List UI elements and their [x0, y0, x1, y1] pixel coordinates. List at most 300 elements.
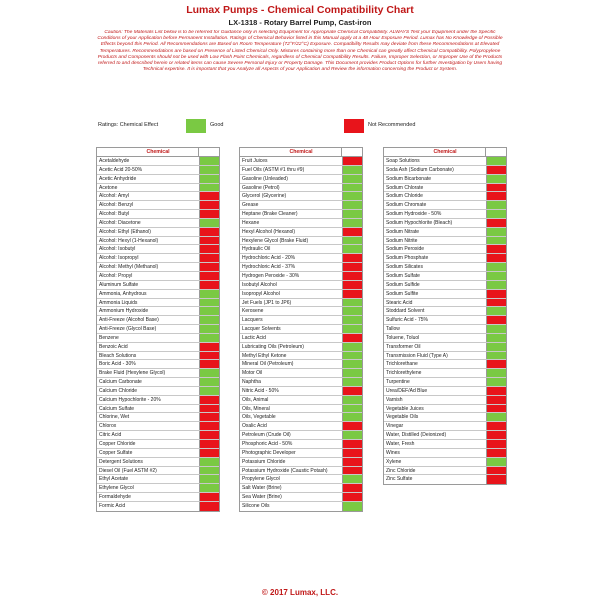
table-row	[240, 263, 362, 272]
chemical-name: Varnish	[386, 396, 403, 403]
rating-cell-bad	[199, 413, 219, 421]
table-row	[384, 245, 506, 254]
ratings-legend	[98, 119, 518, 133]
table-row	[384, 219, 506, 228]
rating-cell-good	[486, 378, 506, 386]
table-row	[384, 449, 506, 458]
rating-cell-good	[199, 175, 219, 183]
chemical-name: Zinc Sulfate	[386, 476, 413, 483]
rating-cell-good	[199, 458, 219, 466]
table-row	[240, 166, 362, 175]
rating-cell-good	[199, 369, 219, 377]
rating-cell-bad	[486, 192, 506, 200]
chemical-name: Trichlorethylene	[386, 370, 422, 377]
table-row	[240, 352, 362, 361]
table-row	[384, 316, 506, 325]
table-row	[384, 237, 506, 246]
chemical-name: Lacquers	[242, 317, 263, 324]
chemical-name: Wines	[386, 449, 400, 456]
table-row	[97, 475, 219, 484]
chemical-name: Transformer Oil	[386, 343, 421, 350]
table-row	[384, 431, 506, 440]
chemical-name: Gasoline (Unleaded)	[242, 175, 288, 182]
rating-cell-bad	[342, 458, 362, 466]
table-row	[97, 352, 219, 361]
table-row	[240, 378, 362, 387]
rating-cell-good	[486, 343, 506, 351]
chemical-name: Stoddard Solvent	[386, 308, 425, 315]
chemical-name: Grease	[242, 202, 259, 209]
rating-cell-bad	[486, 431, 506, 439]
table-row	[97, 290, 219, 299]
rating-cell-good	[199, 290, 219, 298]
chemical-name: Sodium Chloride	[386, 193, 423, 200]
legend-bad-swatch	[344, 119, 364, 133]
chemical-name: Chlorox	[99, 423, 117, 430]
table-row	[384, 192, 506, 201]
table-row	[240, 449, 362, 458]
table-row	[240, 440, 362, 449]
chemical-name: Potassium Hydroxide (Caustic Potash)	[242, 467, 328, 474]
rating-cell-good	[486, 334, 506, 342]
table-row	[384, 475, 506, 484]
table-row	[240, 405, 362, 414]
chemical-name: Xylene	[386, 458, 402, 465]
rating-cell-good	[486, 157, 506, 165]
rating-cell-bad	[486, 290, 506, 298]
rating-cell-bad	[486, 387, 506, 395]
rating-cell-good	[342, 299, 362, 307]
table-row	[240, 502, 362, 511]
column-rows	[384, 157, 506, 484]
rating-cell-good	[342, 431, 362, 439]
chemical-name: Anti-Freeze (Glycol Base)	[99, 326, 157, 333]
table-row	[97, 431, 219, 440]
chemical-name: Nitric Acid - 50%	[242, 387, 279, 394]
chemical-name: Acetic Acid 20-50%	[99, 166, 143, 173]
rating-cell-good	[342, 360, 362, 368]
table-row	[384, 281, 506, 290]
table-row	[97, 369, 219, 378]
rating-cell-good	[486, 228, 506, 236]
chemical-name: Glycerol (Glycerine)	[242, 193, 287, 200]
column-header: Chemical	[240, 148, 362, 157]
chemical-name: Copper Sulfate	[99, 449, 133, 456]
column-header: Chemical	[384, 148, 506, 157]
rating-cell-bad	[342, 387, 362, 395]
table-row	[97, 360, 219, 369]
chemical-name: Petroleum (Crude Oil)	[242, 432, 291, 439]
chemical-name: Hydrochloric Acid - 37%	[242, 264, 296, 271]
chemical-name: Anti-Freeze (Alcohol Base)	[99, 317, 159, 324]
table-row	[97, 316, 219, 325]
chemical-name: Sodium Nitrate	[386, 228, 420, 235]
table-row	[97, 263, 219, 272]
table-row	[97, 449, 219, 458]
chemical-column-3	[383, 147, 507, 485]
table-row	[240, 201, 362, 210]
table-row	[97, 157, 219, 166]
table-row	[384, 254, 506, 263]
table-row	[97, 458, 219, 467]
table-row	[97, 422, 219, 431]
table-row	[240, 422, 362, 431]
chemical-name: Oils, Animal	[242, 396, 269, 403]
chemical-name: Soap Solutions	[386, 158, 420, 164]
rating-cell-bad	[199, 360, 219, 368]
rating-cell-bad	[199, 343, 219, 351]
chemical-name: Soda Ash (Sodium Carbonate)	[386, 166, 454, 173]
chemical-name: Potassium Chloride	[242, 458, 286, 465]
rating-cell-bad	[199, 405, 219, 413]
table-row	[384, 184, 506, 193]
chemical-name: Alcohol: Ethyl (Ethanol)	[99, 228, 151, 235]
rating-cell-bad	[342, 263, 362, 271]
rating-cell-bad	[486, 440, 506, 448]
chemical-name: Sodium Chlorate	[386, 184, 424, 191]
table-row	[240, 307, 362, 316]
chemical-name: Fruit Juices	[242, 158, 268, 164]
page-title: Lumax Pumps - Chemical Compatibility Chart	[186, 4, 414, 16]
rating-cell-good	[199, 219, 219, 227]
table-row	[97, 281, 219, 290]
chemical-name: Chlorine, Wet	[99, 414, 130, 421]
chemical-name: Heptane (Brake Cleaner)	[242, 211, 298, 218]
table-row	[97, 228, 219, 237]
rating-cell-bad	[199, 440, 219, 448]
table-row	[384, 440, 506, 449]
rating-cell-bad	[199, 228, 219, 236]
chemical-name: Sodium Peroxide	[386, 246, 425, 253]
table-row	[384, 352, 506, 361]
chemical-name: Alcohol: Butyl	[99, 211, 130, 218]
chemical-name: Alcohol: Propyl	[99, 272, 133, 279]
legend-label: Ratings: Chemical Effect	[98, 122, 159, 128]
table-row	[384, 157, 506, 166]
chemical-name: Gasoline (Petrol)	[242, 184, 280, 191]
table-row	[384, 422, 506, 431]
chemical-name: Boric Acid - 30%	[99, 361, 136, 368]
chemical-name: Propylene Glycol	[242, 476, 280, 483]
chemical-name: Sodium Bicarbonate	[386, 175, 432, 182]
chemical-name: Vegetable Juices	[386, 405, 424, 412]
rating-cell-good	[199, 387, 219, 395]
table-row	[240, 219, 362, 228]
caution-text: Caution: The Materials List below is to be referred for Guidance only in selecting Equipment for Appropriate Chemical Compatibility. ALWAYS Test your Equipment under the Specific Conditions of your Application before Permanent Installation. Ratings of Chemical Behavior listed in this Manual apply at a 48 Hour Exposure Period. Lumax has No Knowledge of Possible Effects beyond this Period. All Recommendations are Based on Room Temperature (72°F/22°C) Exposure. Compatibility Results may deviate from these Recommendations at Elevated Temperatures. Recommendations are based on Presence of Listed Chemical Only. Mixtures containing more than one Chemical can greatly affect Chemical Compatibility. Polypropylene Products and Components should not be used with Low Flash Point Chemicals, regardless of Chemical Compatibility Results. Failure, Improper Selection, or Improper Use of the Products referred to and described herein or related items can cause Severe Personal Injury or Property Damage. This Document provides Product Options for further Investigation by Users having Technical expertise. It is important that you Analyze all Aspects of your Application and Review the information concerning the Product or System.	[97, 30, 503, 73]
table-row	[97, 440, 219, 449]
rating-cell-good	[342, 475, 362, 483]
table-row	[384, 210, 506, 219]
chemical-name: Lacquer Solvents	[242, 326, 281, 333]
rating-cell-bad	[486, 245, 506, 253]
rating-cell-good	[199, 475, 219, 483]
legend-good-swatch	[186, 119, 206, 133]
chemical-name: Trichlorethane	[386, 361, 418, 368]
table-row	[384, 228, 506, 237]
rating-cell-bad	[342, 254, 362, 262]
table-row	[240, 387, 362, 396]
table-row	[240, 245, 362, 254]
chemical-name: Naphtha	[242, 379, 261, 386]
chemical-column-2	[239, 147, 363, 512]
table-row	[97, 210, 219, 219]
table-row	[384, 396, 506, 405]
table-row	[240, 484, 362, 493]
table-row	[384, 272, 506, 281]
chemical-name: Salt Water (Brine)	[242, 485, 282, 492]
table-row	[240, 413, 362, 422]
chemical-name: Water, Fresh	[386, 441, 415, 447]
chemical-name: Oils, Mineral	[242, 405, 270, 412]
chemical-name: Hexane	[242, 219, 260, 226]
rating-cell-bad	[342, 422, 362, 430]
table-row	[384, 307, 506, 316]
table-row	[97, 493, 219, 502]
table-row	[97, 201, 219, 210]
rating-cell-good	[342, 343, 362, 351]
table-row	[384, 175, 506, 184]
table-row	[240, 157, 362, 166]
rating-cell-bad	[199, 254, 219, 262]
chemical-name: Methyl Ethyl Ketone	[242, 352, 287, 359]
table-row	[384, 290, 506, 299]
rating-cell-bad	[486, 475, 506, 484]
rating-cell-good	[486, 352, 506, 360]
rating-cell-good	[199, 307, 219, 315]
page-subtitle: LX-1318 - Rotary Barrel Pump, Cast-iron	[228, 18, 372, 27]
table-row	[240, 325, 362, 334]
table-row	[240, 493, 362, 502]
rating-cell-bad	[199, 422, 219, 430]
rating-cell-good	[342, 369, 362, 377]
rating-cell-bad	[486, 449, 506, 457]
chemical-name: Hexyl Alcohol (Hexanol)	[242, 228, 296, 235]
rating-cell-good	[342, 210, 362, 218]
chemical-name: Lubricating Oils (Petroleum)	[242, 343, 304, 350]
table-row	[384, 360, 506, 369]
rating-cell-good	[342, 175, 362, 183]
chemical-name: Sodium Nitrite	[386, 237, 418, 244]
rating-cell-bad	[199, 493, 219, 501]
rating-cell-good	[342, 166, 362, 174]
rating-cell-bad	[199, 281, 219, 289]
table-row	[240, 272, 362, 281]
chemical-name: Transmission Fluid (Type A)	[386, 352, 448, 359]
chemical-name: Vinegar	[386, 423, 404, 430]
table-row	[384, 166, 506, 175]
table-row	[240, 254, 362, 263]
table-row	[97, 299, 219, 308]
rating-cell-bad	[199, 245, 219, 253]
chemical-name: Bleach Solutions	[99, 352, 137, 359]
chemical-name: Sodium Sulfide	[386, 281, 420, 288]
chemical-name: Hydraulic Oil	[242, 246, 271, 253]
chemical-name: Copper Chloride	[99, 441, 136, 447]
chemical-name: Alcohol: Isopropyl	[99, 255, 139, 262]
rating-cell-good	[199, 325, 219, 333]
rating-cell-bad	[199, 431, 219, 439]
chemical-name: Calcium Sulfate	[99, 405, 135, 412]
table-row	[384, 405, 506, 414]
table-row	[97, 325, 219, 334]
rating-cell-good	[486, 307, 506, 315]
chemical-name: Benzoic Acid	[99, 343, 128, 350]
table-row	[97, 175, 219, 184]
chemical-name: Ammonia Liquids	[99, 299, 138, 306]
rating-cell-bad	[342, 449, 362, 457]
rating-cell-bad	[199, 449, 219, 457]
rating-cell-good	[199, 467, 219, 475]
rating-cell-good	[342, 184, 362, 192]
chemical-name: Formic Acid	[99, 502, 126, 509]
chemical-name: Water, Distilled (Deionized)	[386, 432, 447, 439]
table-row	[384, 467, 506, 476]
rating-cell-good	[486, 237, 506, 245]
table-row	[97, 467, 219, 476]
chemical-name: Silicone Oils	[242, 502, 270, 509]
chemical-name: Calcium Carbonate	[99, 379, 142, 386]
rating-cell-good	[199, 157, 219, 165]
rating-cell-bad	[342, 272, 362, 280]
rating-cell-good	[342, 325, 362, 333]
rating-cell-bad	[486, 360, 506, 368]
rating-cell-good	[486, 281, 506, 289]
rating-cell-good	[199, 484, 219, 492]
chemical-name: Turpentine	[386, 379, 410, 386]
chemical-name: Sea Water (Brine)	[242, 494, 282, 501]
rating-cell-bad	[486, 166, 506, 174]
rating-cell-bad	[342, 493, 362, 501]
table-row	[97, 387, 219, 396]
chemical-name: Formaldehyde	[99, 494, 131, 501]
table-row	[384, 378, 506, 387]
chemical-name: Sulfuric Acid - 75%	[386, 317, 428, 324]
rating-cell-good	[486, 263, 506, 271]
table-row	[97, 396, 219, 405]
chemical-name: Acetone	[99, 184, 118, 191]
chemical-name: Calcium Hypochlorite - 20%	[99, 396, 161, 403]
rating-cell-good	[342, 378, 362, 386]
rating-cell-bad	[199, 210, 219, 218]
table-row	[240, 237, 362, 246]
table-row	[240, 184, 362, 193]
copyright-footer: © 2017 Lumax, LLC.	[261, 588, 339, 597]
rating-cell-bad	[486, 254, 506, 262]
chemical-name: Oxalic Acid	[242, 423, 267, 430]
chemical-name: Sodium Hypochlorite (Bleach)	[386, 219, 453, 226]
rating-cell-bad	[342, 290, 362, 298]
chemical-name: Lactic Acid	[242, 334, 266, 341]
column-header: Chemical	[97, 148, 219, 157]
table-row	[240, 343, 362, 352]
table-row	[384, 263, 506, 272]
rating-cell-good	[342, 201, 362, 209]
chemical-name: Tallow	[386, 326, 400, 333]
chemical-name: Phosphoric Acid - 50%	[242, 441, 293, 447]
table-row	[240, 475, 362, 484]
chemical-name: Alcohol: Methyl (Methanol)	[99, 264, 159, 271]
rating-cell-bad	[342, 281, 362, 289]
chemical-name: Sodium Sulfite	[386, 290, 419, 297]
table-row	[97, 245, 219, 254]
table-row	[97, 343, 219, 352]
table-row	[240, 210, 362, 219]
table-row	[240, 299, 362, 308]
chemical-name: Brake Fluid (Hexylene Glycol)	[99, 370, 166, 377]
chemical-name: Hydrogen Peroxide - 30%	[242, 272, 300, 279]
table-row	[384, 325, 506, 334]
rating-cell-bad	[486, 405, 506, 413]
chemical-name: Detergent Solutions	[99, 458, 143, 465]
table-row	[97, 192, 219, 201]
rating-cell-bad	[486, 467, 506, 475]
chemical-name: Calcium Chloride	[99, 387, 138, 394]
chemical-name: Acetic Anhydride	[99, 175, 137, 182]
chemical-name: Alcohol: Hexyl (1-Hexanol)	[99, 237, 159, 244]
chemical-name: Toluene, Toluol	[386, 334, 420, 341]
table-row	[240, 281, 362, 290]
table-row	[97, 378, 219, 387]
column-rows	[240, 157, 362, 511]
chemical-name: Sodium Silicates	[386, 264, 423, 271]
table-row	[240, 431, 362, 440]
rating-cell-bad	[199, 237, 219, 245]
chemical-name: Fuel Oils (ASTM #1 thru #9)	[242, 166, 305, 173]
chemical-name: Ammonium Hydroxide	[99, 308, 149, 315]
rating-cell-bad	[199, 201, 219, 209]
rating-cell-bad	[486, 299, 506, 307]
chemical-name: Isobutyl Alcohol	[242, 281, 277, 288]
chemical-name: Sodium Phosphate	[386, 255, 429, 262]
table-row	[240, 192, 362, 201]
chemical-name: Ammonia, Anhydrous	[99, 290, 147, 297]
rating-cell-good	[199, 299, 219, 307]
rating-cell-bad	[199, 272, 219, 280]
chemical-name: Motor Oil	[242, 370, 263, 377]
chemical-name: Hydrochloric Acid - 20%	[242, 255, 296, 262]
rating-cell-bad	[486, 316, 506, 324]
table-row	[384, 334, 506, 343]
table-row	[384, 343, 506, 352]
chemical-name: Diesel Oil (Fuel ASTM #2)	[99, 467, 157, 474]
table-row	[240, 458, 362, 467]
rating-cell-bad	[342, 228, 362, 236]
rating-cell-good	[342, 396, 362, 404]
legend-bad-label: Not Recommended	[368, 122, 416, 128]
rating-cell-good	[486, 272, 506, 280]
table-row	[97, 334, 219, 343]
table-row	[384, 458, 506, 467]
rating-cell-good	[486, 175, 506, 183]
rating-cell-bad	[199, 396, 219, 404]
table-row	[240, 369, 362, 378]
chemical-name: Sodium Hydroxide - 50%	[386, 211, 442, 218]
chemical-name: Kerosene	[242, 308, 264, 315]
table-row	[97, 166, 219, 175]
table-row	[97, 272, 219, 281]
legend-good-label: Good	[210, 122, 224, 128]
table-row	[384, 299, 506, 308]
chemical-name: Benzene	[99, 334, 119, 341]
rating-cell-good	[486, 201, 506, 209]
rating-cell-good	[486, 369, 506, 377]
chemical-name: Mineral Oil (Petroleum)	[242, 361, 294, 368]
table-row	[240, 467, 362, 476]
rating-cell-good	[199, 378, 219, 386]
table-row	[240, 290, 362, 299]
rating-cell-bad	[199, 502, 219, 511]
chemical-name: Photographic Developer	[242, 449, 296, 456]
